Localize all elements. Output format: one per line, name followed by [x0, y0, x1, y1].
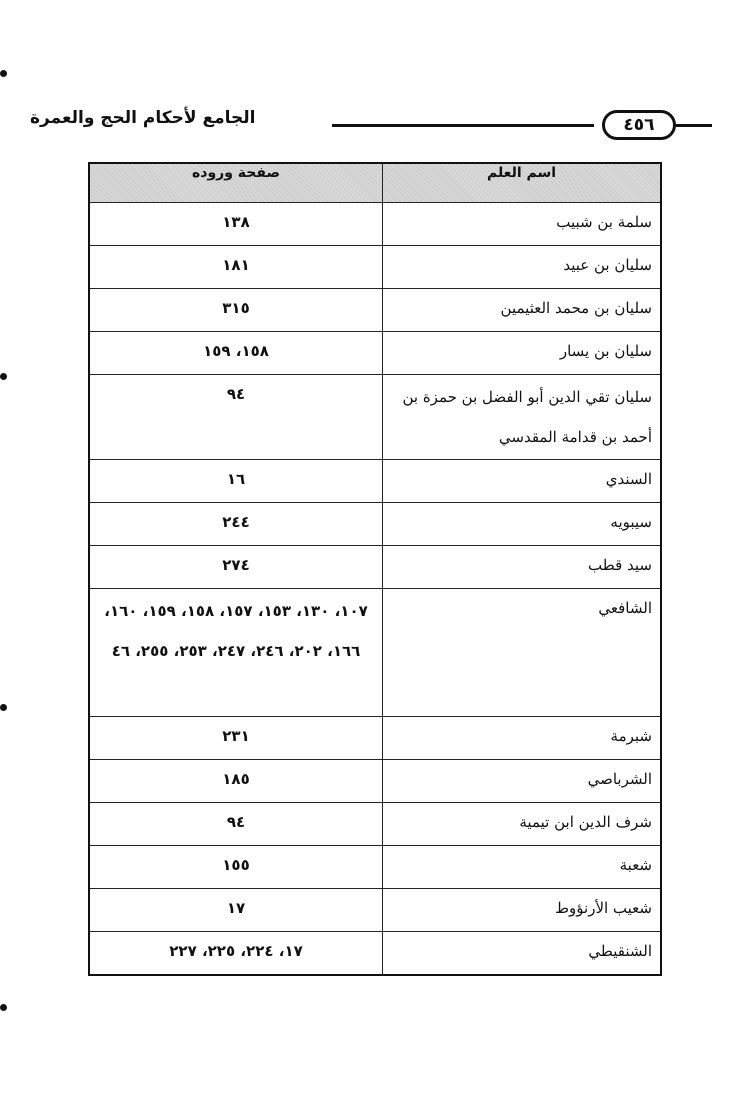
- column-header-name: اسم العلم: [383, 163, 661, 203]
- table-row: [89, 717, 661, 760]
- table-row: [89, 760, 661, 803]
- table-row: [89, 460, 661, 503]
- header-rule-right: [676, 124, 712, 127]
- page-references: ١٥٥: [89, 846, 383, 889]
- person-name: سليان بن محمد العثيمين: [383, 289, 661, 332]
- person-name: شبرمة: [383, 717, 661, 760]
- names-index-table: [88, 162, 662, 976]
- person-name: شعيب الأرنؤوط: [383, 889, 661, 932]
- person-name: الشنقيطي: [383, 932, 661, 976]
- table-row: [89, 203, 661, 246]
- page-references: ٩٤: [89, 803, 383, 846]
- scan-edge-mark: [0, 704, 7, 711]
- page-references: ٢٣١: [89, 717, 383, 760]
- page-references: ٣١٥: [89, 289, 383, 332]
- page-references: ٩٤: [89, 375, 383, 460]
- page-references: ١٧، ٢٢٤، ٢٢٥، ٢٢٧: [89, 932, 383, 976]
- scan-edge-mark: [0, 1004, 7, 1011]
- table-row: [89, 289, 661, 332]
- page-references: ١٨٥: [89, 760, 383, 803]
- page-references: ١٧: [89, 889, 383, 932]
- person-name: السندي: [383, 460, 661, 503]
- table-row: [89, 503, 661, 546]
- person-name: الشافعي: [383, 589, 661, 717]
- page-references: ١٥٨، ١٥٩: [89, 332, 383, 375]
- column-header-pages: صفحة وروده: [89, 163, 383, 203]
- header-rule: [332, 124, 594, 127]
- page-number: ٤٥٦: [602, 110, 676, 140]
- table-row: [89, 889, 661, 932]
- book-title: الجامع لأحكام الحج والعمرة: [30, 108, 256, 128]
- person-name: شعبة: [383, 846, 661, 889]
- table-row: [89, 332, 661, 375]
- page-references: ١٣٨: [89, 203, 383, 246]
- page-references: ١٨١: [89, 246, 383, 289]
- table-row: [89, 375, 661, 460]
- table-row: [89, 546, 661, 589]
- person-name: الشرباصي: [383, 760, 661, 803]
- table-row: [89, 932, 661, 976]
- person-name: سيبويه: [383, 503, 661, 546]
- person-name: شرف الدين ابن تيمية: [383, 803, 661, 846]
- person-name: سليان بن يسار: [383, 332, 661, 375]
- scan-edge-mark: [0, 70, 7, 77]
- page-references: ١٠٧، ١٣٠، ١٥٣، ١٥٧، ١٥٨، ١٥٩، ١٦٠، ١٦٦، ٢٠٢، ٢٤٦، ٢٤٧، ٢٥٣، ٢٥٥، ٤٦: [89, 589, 383, 717]
- table-row: [89, 846, 661, 889]
- scan-edge-mark: [0, 373, 7, 380]
- page-references: ١٦: [89, 460, 383, 503]
- person-name: سلمة بن شبيب: [383, 203, 661, 246]
- page-header: [30, 108, 670, 144]
- table-row: [89, 246, 661, 289]
- person-name: سيد قطب: [383, 546, 661, 589]
- table-row: [89, 803, 661, 846]
- page-references: ٢٧٤: [89, 546, 383, 589]
- table-row: [89, 589, 661, 717]
- person-name: سليان تقي الدين أبو الفضل بن حمزة بن أحمد بن قدامة المقدسي: [383, 375, 661, 460]
- page-references: ٢٤٤: [89, 503, 383, 546]
- person-name: سليان بن عبيد: [383, 246, 661, 289]
